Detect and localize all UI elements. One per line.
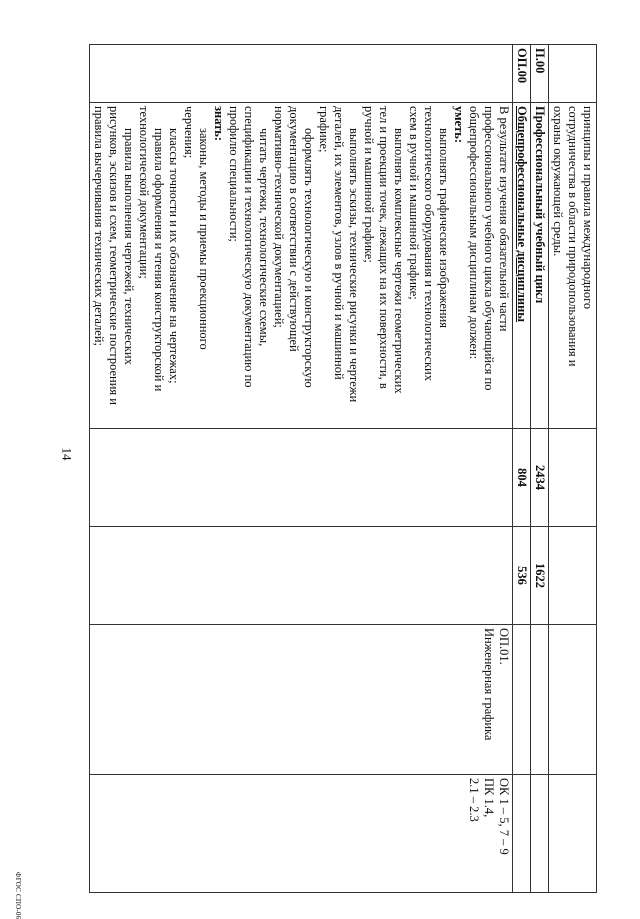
table-row-op00 (513, 45, 531, 893)
cell-empty (549, 429, 597, 527)
competency-line: 2.1 – 2.3 (467, 778, 481, 822)
cell-code: П.00 (531, 45, 549, 103)
cell-empty (531, 775, 549, 893)
cell-class-hours: 1622 (531, 527, 549, 625)
discipline-name: Инженерная графика (482, 628, 496, 741)
rotated-standards-table (92, 44, 597, 892)
curriculum-table (89, 44, 597, 893)
cell-empty (90, 527, 513, 625)
cell-empty (549, 527, 597, 625)
cell-competencies (90, 775, 513, 893)
skill-line: ручной и машинной графике; (362, 106, 376, 263)
skill-line: документацию в соответствии с действующей (287, 106, 301, 352)
skill-line: читать чертежи, технологические схемы, (257, 128, 271, 347)
cell-class-hours: 536 (513, 527, 531, 625)
cell-code (90, 45, 513, 103)
cell-empty (90, 429, 513, 527)
skill-line: деталей, их элементов, узлов в ручной и машинной (332, 106, 346, 380)
cell-code (549, 45, 597, 103)
skill-line: спецификации и технологическую документацию по (242, 106, 256, 388)
cell-discipline (90, 625, 513, 775)
cell-section-title: Общепрофессиональные дисциплины (513, 103, 531, 429)
discipline-code: ОП.01. (497, 628, 511, 665)
cell-max-hours: 2434 (531, 429, 549, 527)
cell-empty (513, 775, 531, 893)
skill-line: тел и проекции точек, лежащих на их поверхности, в (377, 106, 391, 389)
table-row-continuation (549, 45, 597, 893)
text-line: принципы и правила международного (581, 106, 595, 310)
knowledge-line: законы, методы и приемы проекционного (197, 128, 211, 350)
cell-max-hours: 804 (513, 429, 531, 527)
cell-continuation-text (549, 103, 597, 429)
cell-empty (549, 625, 597, 775)
knowledge-line: технологической документации; (137, 106, 151, 279)
knowledge-line: черчения; (182, 106, 196, 159)
page-number: 14 (59, 447, 75, 461)
skill-line: выполнять графические изображения (437, 128, 451, 328)
skill-line: выполнять комплексные чертежи геометрических (392, 128, 406, 394)
text-line: общепрофессиональным дисциплинам должен: (467, 106, 481, 360)
knowledge-line: классы точности и их обозначение на чертежах; (167, 128, 181, 384)
skill-line: оформлять технологическую и конструкторскую (302, 128, 316, 388)
skill-line: выполнять эскизы, технические рисунки и чертежи (347, 128, 361, 403)
skill-line: графике; (317, 106, 331, 153)
skill-line: нормативно-технической документацией; (272, 106, 286, 328)
knowledge-line: правила оформления и чтения конструкторской и (152, 128, 166, 392)
skills-heading: уметь: (452, 106, 466, 144)
knowledge-heading: знать: (212, 106, 226, 142)
cell-empty (531, 625, 549, 775)
knowledge-line: правила выполнения чертежей, технических (122, 128, 136, 365)
text-line: профессионального учебного цикла обучающийся по (482, 106, 496, 391)
cell-requirements (90, 103, 513, 429)
competency-line: ОК 1 – 5, 7 – 9 (497, 778, 511, 855)
cell-code: ОП.00 (513, 45, 531, 103)
text-line: В результате изучения обязательной части (497, 106, 511, 332)
text-line: сотрудничества в области природопользования и (566, 106, 580, 367)
competency-line: ПК 1.4, (482, 778, 496, 818)
skill-line: схем в ручной и машинной графике; (407, 106, 421, 300)
table-row-p00 (531, 45, 549, 893)
table-row-op01 (90, 45, 513, 893)
knowledge-line: рисунков, эскизов и схем, геометрические построения и (107, 106, 121, 405)
footer-code: ФГОС СПО-06 (14, 872, 22, 919)
skill-line: технологического оборудования и технологических (422, 106, 436, 381)
text-line: охраны окружающей среды. (551, 106, 565, 257)
cell-empty (549, 775, 597, 893)
cell-cycle-title: Профессиональный учебный цикл (531, 103, 549, 429)
skill-line: профилю специальности; (227, 106, 241, 242)
knowledge-line: правила вычерчивания технических деталей; (92, 106, 106, 347)
cell-empty (513, 625, 531, 775)
